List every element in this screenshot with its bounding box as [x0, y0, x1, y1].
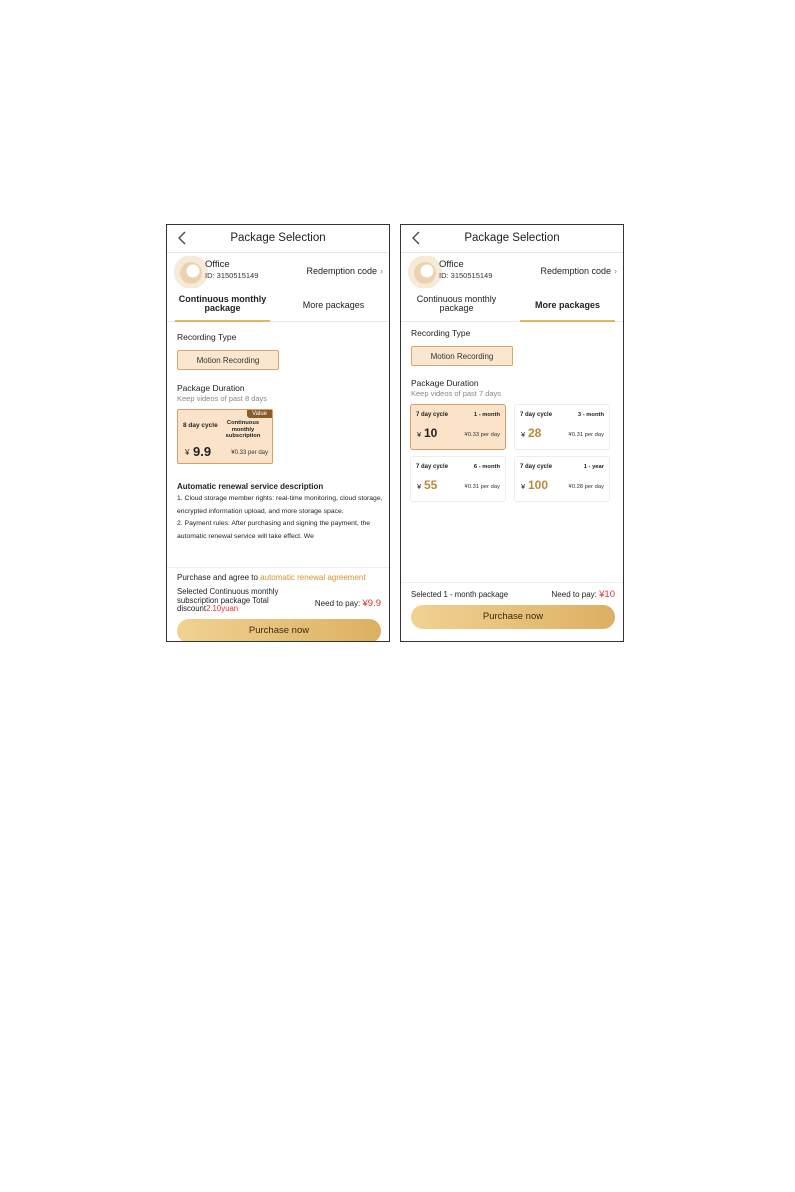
package-duration-label: Package Duration — [411, 378, 479, 388]
tab-label: Continuous monthly package — [178, 294, 267, 313]
selected-package-summary: Selected 1 - month package — [411, 590, 509, 599]
tab-continuous-monthly[interactable] — [167, 289, 278, 321]
package-duration-sub: Keep videos of past 8 days — [177, 394, 268, 403]
card-currency: ¥ — [521, 430, 526, 439]
purchase-footer — [167, 567, 389, 642]
scroll-fade — [167, 553, 389, 567]
need-to-pay-label: Need to pay: — [314, 599, 361, 608]
redemption-label: Redemption code — [306, 266, 377, 276]
phone-screen-continuous — [166, 224, 390, 642]
device-name: Office — [439, 259, 464, 270]
device-name: Office — [205, 259, 230, 270]
card-currency: ¥ — [521, 482, 526, 491]
tab-label: Continuous monthly package — [416, 294, 497, 313]
renewal-description-title: Automatic renewal service description — [177, 482, 324, 491]
card-per-day: ¥0.33 per day — [231, 450, 268, 456]
package-tabs — [401, 289, 623, 322]
description-paragraph: 1. Cloud storage member rights: real-time monitoring, cloud storage, encrypted information upload, and more storage space. — [177, 495, 383, 515]
recording-type-label: Recording Type — [177, 332, 237, 342]
renewal-agreement-link[interactable]: automatic renewal agreement — [260, 573, 366, 582]
card-per-day: ¥0.31 per day — [568, 432, 604, 438]
tab-more-packages[interactable] — [512, 289, 623, 321]
agree-prefix: Purchase and agree to — [177, 573, 261, 582]
agreement-line — [177, 573, 366, 582]
redemption-code-link[interactable] — [306, 266, 383, 276]
card-price: 9.9 — [193, 444, 212, 459]
need-to-pay — [315, 598, 381, 609]
card-package-name: Continuous monthly subscription — [225, 420, 261, 439]
discount-amount: 2.10yuan — [206, 604, 239, 613]
page-title: Package Selection — [464, 232, 560, 244]
chevron-right-icon: › — [614, 266, 617, 276]
purchase-footer — [401, 582, 623, 642]
device-row — [167, 253, 389, 289]
card-cycle: 7 day cycle — [416, 412, 449, 418]
card-period: 1 - year — [583, 464, 604, 470]
card-price: 55 — [424, 478, 438, 492]
tab-label: More packages — [302, 300, 365, 310]
card-currency: ¥ — [417, 430, 422, 439]
tab-more-packages[interactable] — [278, 289, 389, 321]
card-currency: ¥ — [417, 482, 422, 491]
package-duration-sub: Keep videos of past 7 days — [411, 389, 502, 398]
recording-type-label: Recording Type — [411, 328, 471, 338]
package-card-6-month[interactable] — [410, 456, 506, 502]
need-to-pay-label: Need to pay: — [551, 590, 597, 599]
purchase-now-button[interactable]: Purchase now — [411, 605, 615, 629]
device-id: ID: 3150515149 — [205, 271, 259, 280]
renewal-description — [177, 493, 383, 543]
description-paragraph: 2. Payment rules: After purchasing and signing the payment, the automatic renewal service will take effect. We — [177, 520, 371, 540]
card-period: 6 - month — [473, 464, 500, 470]
redemption-label: Redemption code — [540, 266, 611, 276]
motion-recording-button[interactable]: Motion Recording — [177, 350, 279, 370]
card-per-day: ¥0.33 per day — [464, 432, 500, 438]
tab-continuous-monthly[interactable] — [401, 289, 512, 321]
chevron-right-icon: › — [380, 266, 383, 276]
card-per-day: ¥0.28 per day — [568, 484, 604, 490]
purchase-now-button[interactable]: Purchase now — [177, 619, 381, 642]
card-per-day: ¥0.31 per day — [464, 484, 500, 490]
package-card-1-year[interactable] — [514, 456, 610, 502]
motion-recording-button[interactable]: Motion Recording — [411, 346, 513, 366]
card-cycle: 7 day cycle — [520, 464, 553, 470]
need-to-pay-amount: ¥10 — [599, 589, 615, 600]
selected-text: Selected Continuous monthly subscription package Total discount — [177, 587, 279, 613]
package-card-continuous[interactable] — [177, 409, 273, 464]
page-title: Package Selection — [230, 232, 326, 244]
tab-label: More packages — [534, 300, 601, 310]
card-cycle: 8 day cycle — [183, 422, 218, 429]
card-currency: ¥ — [185, 448, 190, 457]
package-card-3-month[interactable] — [514, 404, 610, 450]
redemption-code-link[interactable] — [540, 266, 617, 276]
package-tabs — [167, 289, 389, 322]
card-period: 1 - month — [473, 412, 500, 418]
need-to-pay-amount: ¥9.9 — [362, 598, 381, 609]
selected-package-summary — [177, 588, 289, 614]
card-cycle: 7 day cycle — [520, 412, 553, 418]
header-bar — [167, 225, 389, 253]
card-price: 10 — [424, 426, 438, 440]
need-to-pay — [552, 589, 615, 600]
card-price: 100 — [528, 478, 549, 492]
device-row — [401, 253, 623, 289]
card-period: 3 - month — [577, 412, 604, 418]
card-cycle: 7 day cycle — [416, 464, 449, 470]
package-card-1-month[interactable] — [410, 404, 506, 450]
device-id: ID: 3150515149 — [439, 271, 493, 280]
card-price: 28 — [528, 426, 542, 440]
phone-screen-more-packages — [400, 224, 624, 642]
value-badge: Value — [247, 410, 272, 418]
header-bar — [401, 225, 623, 253]
package-duration-label: Package Duration — [177, 383, 245, 393]
